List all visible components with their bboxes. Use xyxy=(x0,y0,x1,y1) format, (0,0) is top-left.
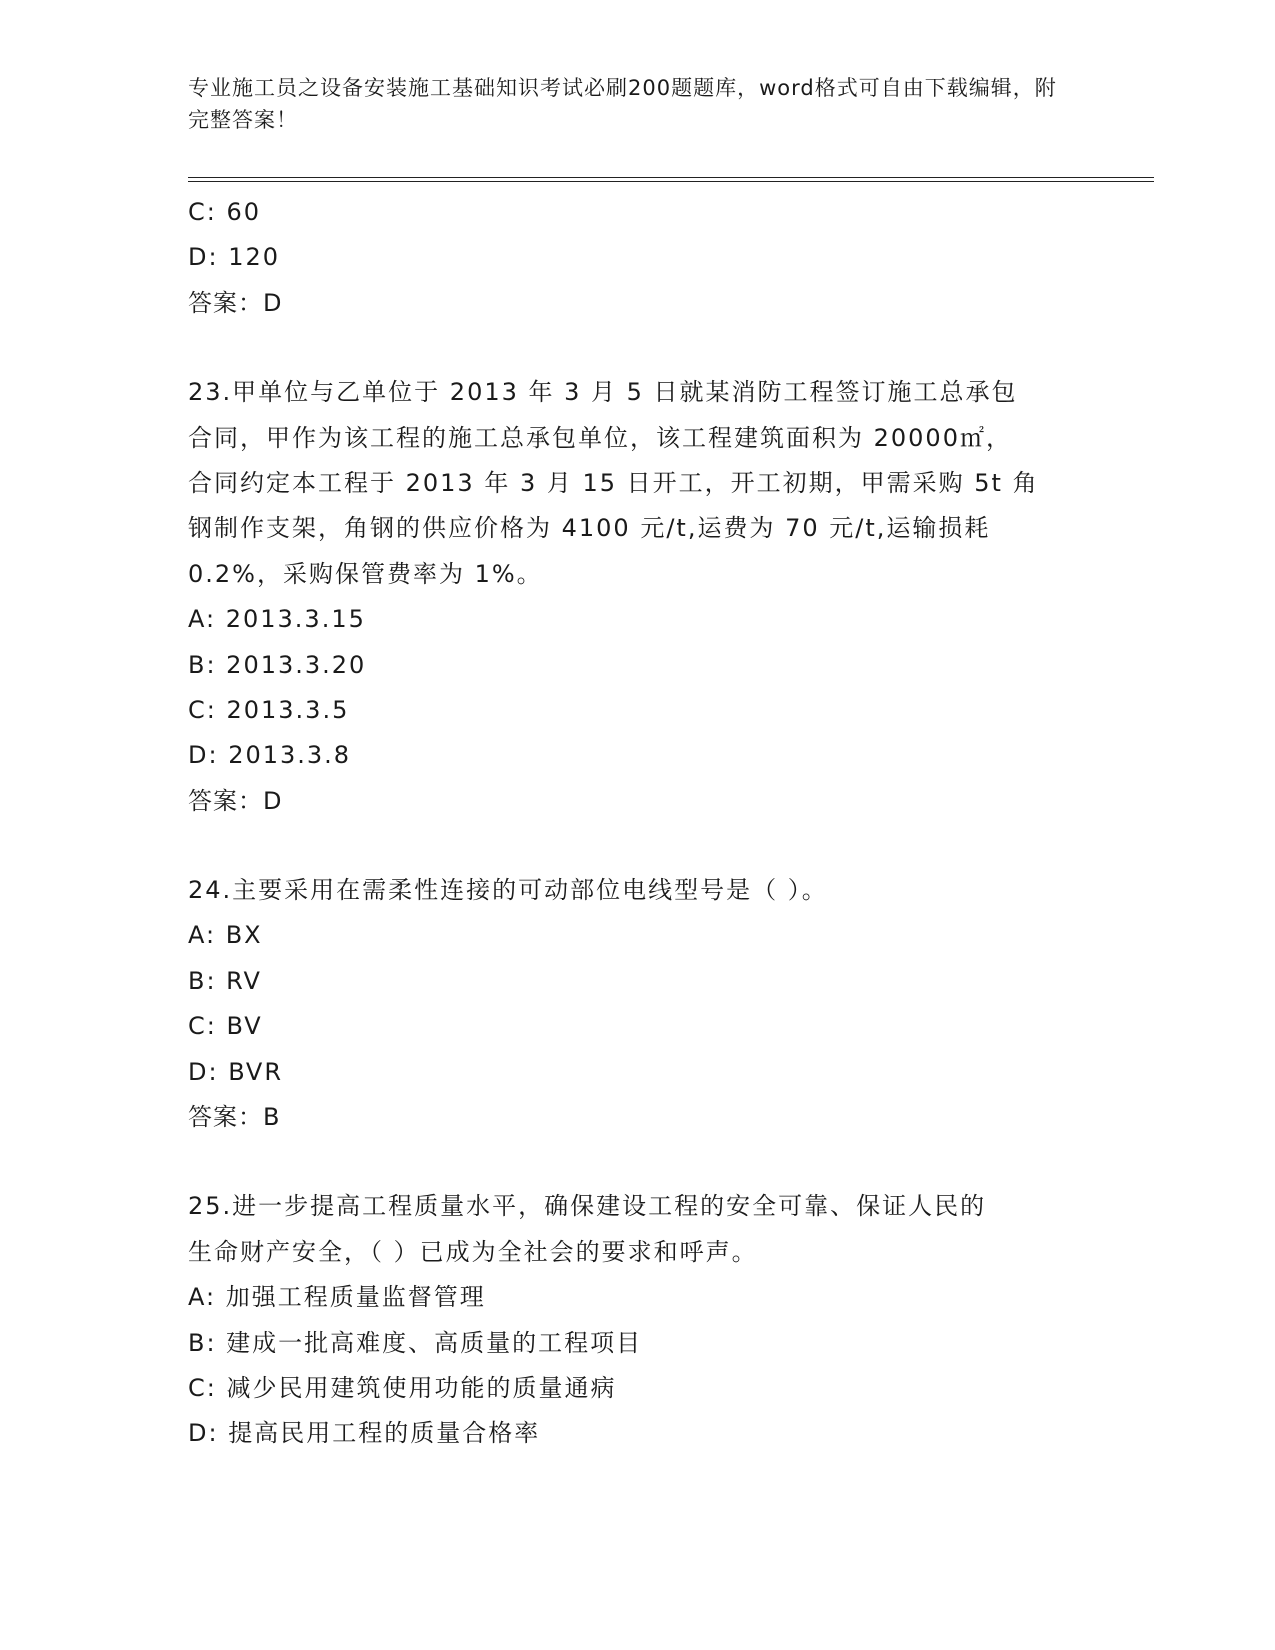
answer-line: 答案：D xyxy=(188,786,283,815)
option-c: C: 60 xyxy=(188,198,262,226)
header-rule-bottom xyxy=(188,181,1154,182)
question-25 xyxy=(188,1184,1078,1456)
option-a: A: 加强工程质量监督管理 xyxy=(188,1283,486,1312)
question-text-line: 合同约定本工程于 2013 年 3 月 15 日开工，开工初期，甲需采购 5t 角 xyxy=(188,468,1039,497)
answer-line: 答案：D xyxy=(188,288,283,317)
option-d: D: 2013.3.8 xyxy=(188,741,352,770)
header-title: 专业施工员之设备安装施工基础知识考试必刷200题题库，word格式可自由下载编辑，附完整答案！ xyxy=(188,76,1057,132)
header-rule-top xyxy=(188,177,1154,178)
spacer xyxy=(188,1140,1078,1184)
question-text-line: 生命财产安全，（ ）已成为全社会的要求和呼声。 xyxy=(188,1237,758,1266)
question-text-line: 0.2%，采购保管费率为 1%。 xyxy=(188,559,543,588)
question-content xyxy=(188,190,1078,1457)
option-c: C: 2013.3.5 xyxy=(188,695,350,724)
spacer xyxy=(188,326,1078,370)
question-22-tail xyxy=(188,190,1078,326)
option-c: C: 减少民用建筑使用功能的质量通病 xyxy=(188,1373,617,1402)
option-b: B: RV xyxy=(188,966,262,995)
question-24 xyxy=(188,868,1078,1140)
option-a: A: BX xyxy=(188,921,263,950)
question-23 xyxy=(188,370,1078,824)
question-text-line: 合同，甲作为该工程的施工总承包单位，该工程建筑面积为 20000㎡， xyxy=(188,423,1012,452)
option-a: A: 2013.3.15 xyxy=(188,605,366,634)
spacer xyxy=(188,824,1078,868)
answer-line: 答案：B xyxy=(188,1103,281,1132)
question-text-line: 钢制作支架，角钢的供应价格为 4100 元/t,运费为 70 元/t,运输损耗 xyxy=(188,514,991,543)
document-header xyxy=(188,72,1068,136)
question-text-line: 25.进一步提高工程质量水平，确保建设工程的安全可靠、保证人民的 xyxy=(188,1192,987,1221)
option-c: C: BV xyxy=(188,1012,263,1041)
option-d: D: 120 xyxy=(188,243,281,272)
option-b: B: 建成一批高难度、高质量的工程项目 xyxy=(188,1328,643,1357)
question-text-line: 23.甲单位与乙单位于 2013 年 3 月 5 日就某消防工程签订施工总承包 xyxy=(188,378,1018,407)
option-d: D: 提高民用工程的质量合格率 xyxy=(188,1419,541,1448)
option-d: D: BVR xyxy=(188,1057,284,1086)
option-b: B: 2013.3.20 xyxy=(188,650,367,679)
question-text-line: 24.主要采用在需柔性连接的可动部位电线型号是（ ）。 xyxy=(188,876,828,905)
